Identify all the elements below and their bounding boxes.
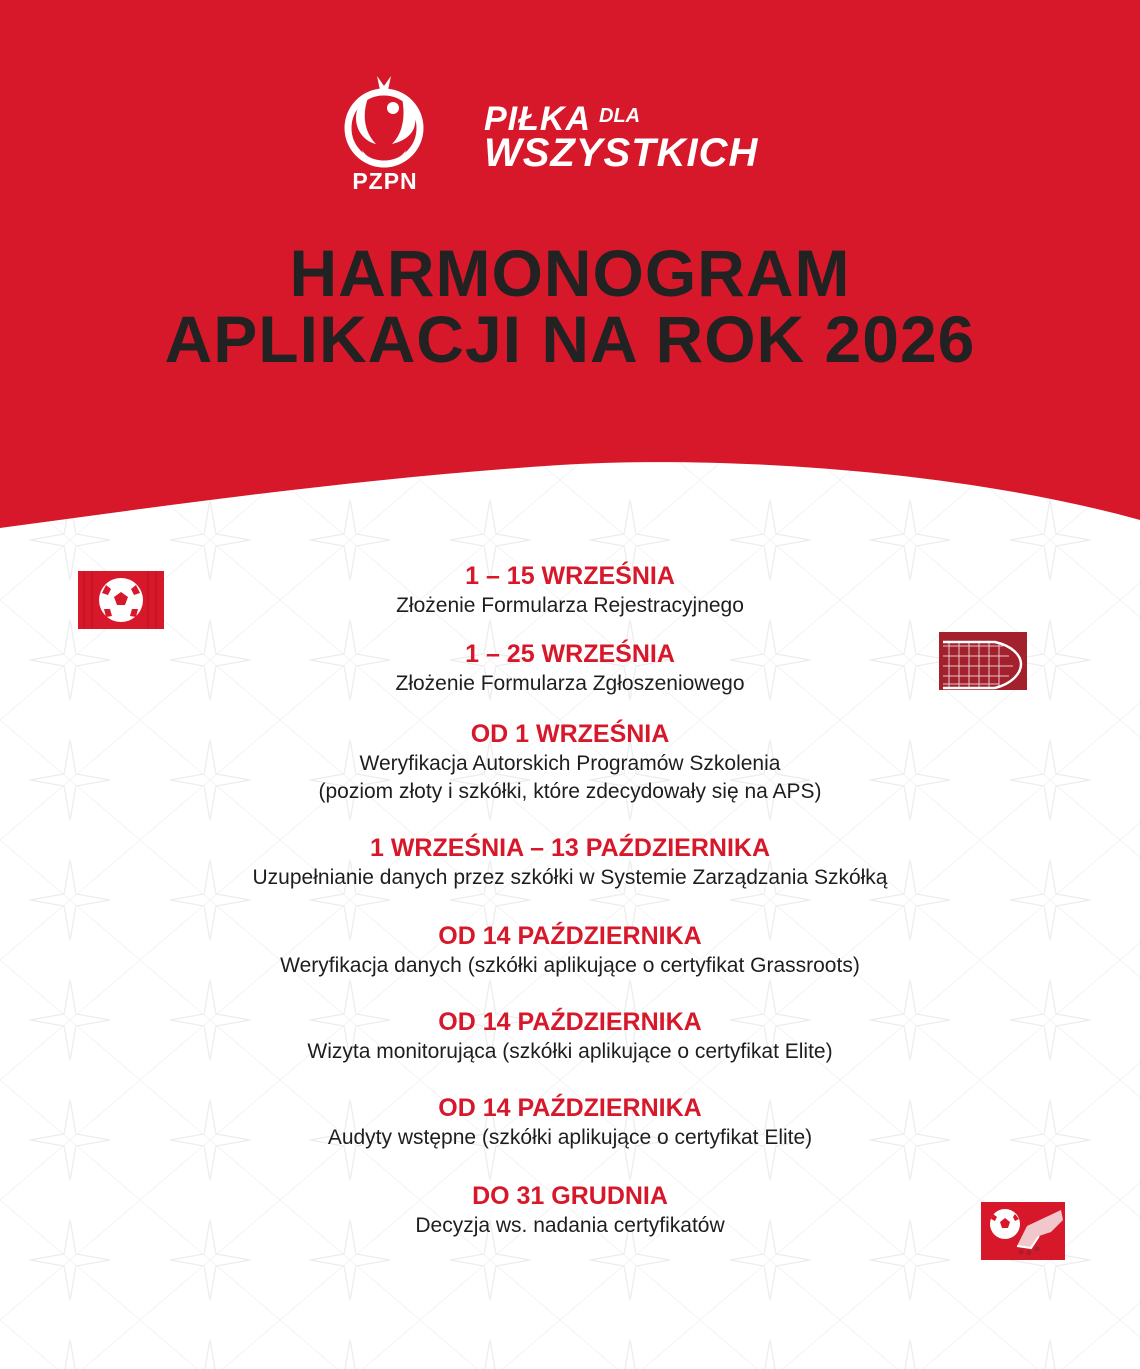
- schedule-date: 1 – 25 WRZEŚNIA: [465, 640, 675, 668]
- schedule-item: [80, 718, 1060, 806]
- schedule-description: Złożenie Formularza Rejestracyjnego: [396, 594, 744, 617]
- schedule-description: Weryfikacja Autorskich Programów Szkolenia: [359, 752, 781, 775]
- football-boot-icon: [981, 1202, 1065, 1260]
- pzpn-logo-text: PZPN: [352, 168, 418, 194]
- schedule-date: OD 1 WRZEŚNIA: [470, 720, 670, 748]
- slogan-line1: PIŁKA: [484, 100, 591, 138]
- schedule-item: [80, 832, 1060, 892]
- title-line-1: HARMONOGRAM: [289, 236, 851, 310]
- schedule-description: Wizyta monitorująca (szkółki aplikujące o certyfikat Elite): [307, 1040, 833, 1063]
- schedule-item: [80, 638, 1060, 698]
- schedule-item: [80, 1092, 1060, 1152]
- slogan-line3: WSZYSTKICH: [484, 131, 759, 175]
- schedule-date: OD 14 PAŹDZIERNIKA: [438, 1094, 702, 1122]
- football-icon: [78, 571, 164, 629]
- slogan-line2: DLA: [599, 105, 641, 127]
- schedule-description-detail: (poziom złoty i szkółki, które zdecydowały się na APS): [318, 780, 822, 803]
- goal-net-icon: [939, 632, 1027, 690]
- schedule-item: [80, 1006, 1060, 1066]
- schedule-date: 1 WRZEŚNIA – 13 PAŹDZIERNIKA: [369, 834, 771, 862]
- schedule-description: Decyzja ws. nadania certyfikatów: [415, 1214, 725, 1237]
- schedule-description: Uzupełnianie danych przez szkółki w Systemie Zarządzania Szkółką: [252, 866, 888, 889]
- schedule-item: [80, 920, 1060, 980]
- schedule-description: Audyty wstępne (szkółki aplikujące o certyfikat Elite): [327, 1126, 813, 1149]
- schedule-item: [80, 1180, 1060, 1240]
- schedule-date: DO 31 GRUDNIA: [472, 1182, 668, 1210]
- title-line-2: APLIKACJI NA ROK 2026: [164, 302, 976, 376]
- schedule-date: 1 – 15 WRZEŚNIA: [465, 562, 675, 590]
- schedule-date: OD 14 PAŹDZIERNIKA: [438, 922, 702, 950]
- schedule-description: Złożenie Formularza Zgłoszeniowego: [395, 672, 745, 695]
- schedule-item: [80, 560, 1060, 620]
- schedule-description: Weryfikacja danych (szkółki aplikujące o certyfikat Grassroots): [280, 954, 860, 977]
- schedule-date: OD 14 PAŹDZIERNIKA: [438, 1008, 702, 1036]
